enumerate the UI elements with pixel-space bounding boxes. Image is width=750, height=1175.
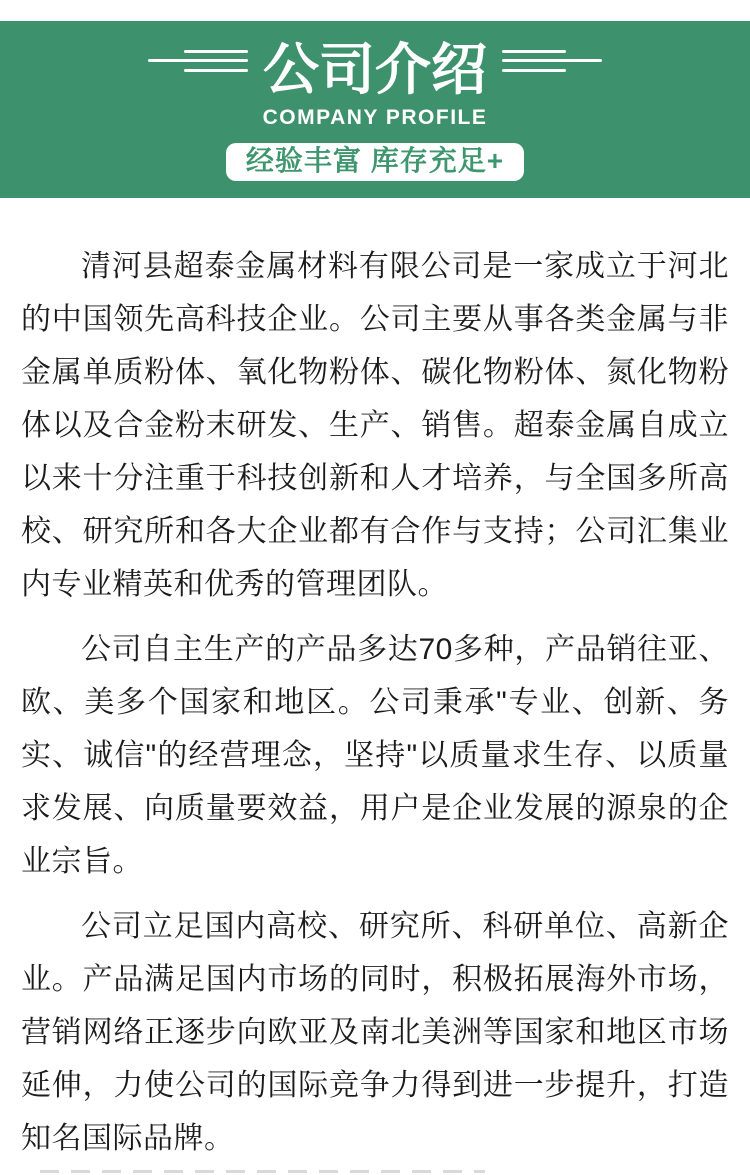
clipped-next-line [40, 1170, 485, 1173]
page-title: 公司介绍 [263, 38, 487, 101]
banner-title-row [0, 21, 750, 103]
page-subtitle: COMPANY PROFILE [262, 106, 488, 129]
company-profile-banner [0, 21, 750, 198]
intro-paragraph-2: 公司自主生产的产品多达70多种，产品销往亚、欧、美多个国家和地区。公司秉承"专业、创新、务实、诚信"的经营理念，坚持"以质量求生存、以质量求发展、向质量要效益，用户是企业发展的源泉的企业宗旨。 [21, 633, 729, 878]
intro-paragraph-1: 清河县超泰金属材料有限公司是一家成立于河北的中国领先高科技企业。公司主要从事各类金属与非金属单质粉体、氧化物粉体、碳化物粉体、氮化物粉体以及合金粉末研发、生产、销售。超泰金属自成立以来十分注重于科技创新和人才培养，与全国多所高校、研究所和各大企业都有合作与支持；公司汇集业内专业精英和优秀的管理团队。 [21, 250, 729, 601]
experience-stock-badge: 经验丰富 库存充足+ [226, 143, 524, 181]
company-intro-section [0, 198, 750, 1175]
intro-paragraph-3: 公司立足国内高校、研究所、科研单位、高新企业。产品满足国内市场的同时，积极拓展海外市场，营销网络正逐步向欧亚及南北美洲等国家和地区市场延伸，力使公司的国际竞争力得到进一步提升，打造知名国际品牌。 [21, 910, 729, 1155]
badge-row [0, 143, 750, 181]
speed-lines-left-icon [148, 50, 248, 72]
speed-lines-right-icon [502, 50, 602, 72]
